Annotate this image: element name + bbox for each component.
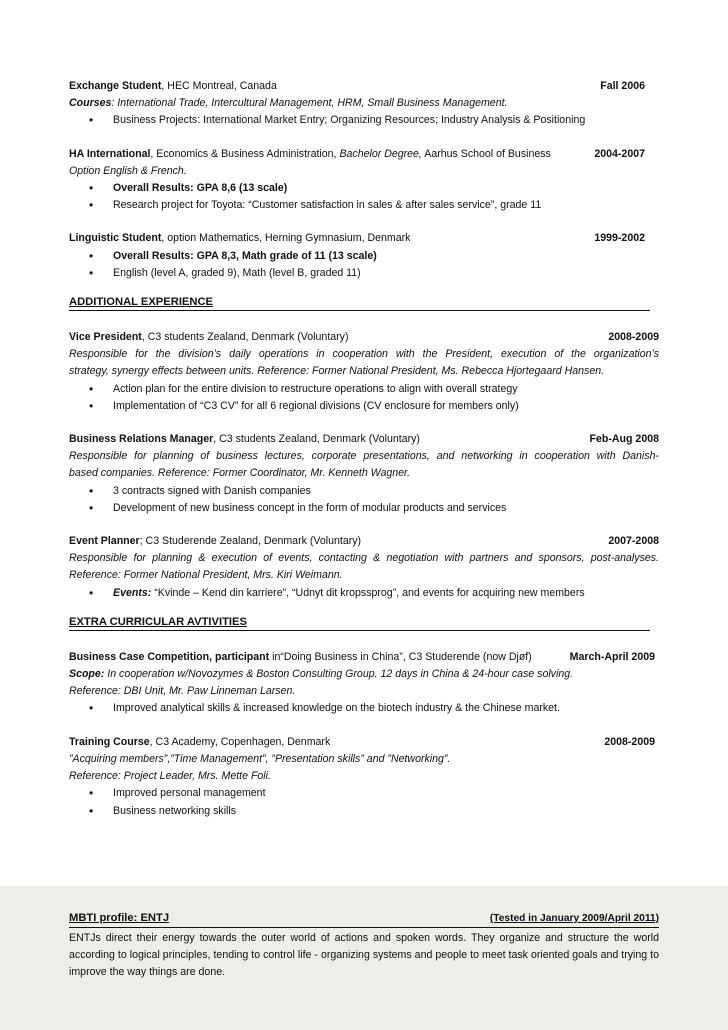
experience-entry-event-planner: Event Planner; C3 Studerende Zealand, Denmark (Voluntary) 2007-2008 Responsible for planning & execution of events, contacting & negotiation with partners and sponsors, post-analyses. Reference: Former National President, Mrs. Kiri Weimann. • Events: “Kvinde – Kend din karriere”, “Udnyt dit kropssprog”, and events for acquiring new members — [69, 533, 659, 602]
activity-entry-training-course: Training Course, C3 Academy, Copenhagen, Denmark 2008-2009 ”Acquiring members”,”Time Management”, ”Presentation skills” and ”Networking”. Reference: Project Leader, Mrs. Mette Foli. • Improved personal management • Business networking skills — [69, 734, 659, 820]
list-item: • Improved analytical skills & increased knowledge on the biotech industry & the Chinese market. — [69, 700, 659, 717]
list-item: • Events: “Kvinde – Kend din karriere”, “Udnyt dit kropssprog”, and events for acquiring new members — [69, 585, 659, 602]
list-item: • 3 contracts signed with Danish companies — [69, 483, 659, 500]
list-item: • Improved personal management — [69, 785, 659, 802]
list-item: • Research project for Toyota: “Customer satisfaction in sales & after sales service”, grade 11 — [69, 197, 659, 214]
activity-entry-case-competition: Business Case Competition, participant in“Doing Business in China”, C3 Studerende (now Djøf) March-April 2009 Scope: In cooperation w/Novozymes & Boston Consulting Group. 12 days in China & 24-hour case solving. Reference: DBI Unit, Mr. Paw Linneman Larsen. • Improved analytical skills & increased knowledge on the biotech industry & the Chinese market. — [69, 649, 659, 718]
entry-date: 1999-2002 — [594, 232, 645, 245]
entry-date: 2004-2007 — [594, 147, 645, 160]
bullet-list — [69, 381, 659, 415]
entry-title: HA International — [69, 147, 151, 160]
list-item: • Overall Results: GPA 8,6 (13 scale) — [69, 180, 659, 197]
list-item: • Business networking skills — [69, 803, 659, 820]
list-item: • Implementation of “C3 CV” for all 6 regional divisions (CV enclosure for members only) — [69, 398, 659, 415]
entry-title: Linguistic Student — [69, 232, 162, 245]
bullet-list — [69, 248, 659, 282]
entry-title: Training Course — [69, 735, 150, 748]
entry-date: Fall 2006 — [600, 80, 645, 92]
entry-date: March-April 2009 — [569, 650, 655, 663]
list-item: • Business Projects: International Market Entry; Organizing Resources; Industry Analysis & Positioning — [69, 112, 659, 129]
experience-entry-vice-president: Vice President, C3 students Zealand, Denmark (Voluntary) 2008-2009 Responsible for the division’s daily operations in cooperation with the President, execution of the organization’s strategy, synergy effects between units. Reference: Former National President, Ms. Rebecca Hjortegaard Hansen. • Action plan for the entire division to restructure operations to align with overall strategy • Implementation of “C3 CV” for all 6 regional divisions (CV enclosure for members only) — [69, 329, 659, 415]
entry-title: Business Case Competition, participant — [69, 650, 270, 663]
bullet-list — [69, 112, 659, 129]
entry-date: 2008-2009 — [608, 331, 659, 344]
list-item: • Overall Results: GPA 8,3, Math grade of 11 (13 scale) — [69, 248, 659, 265]
entry-title: Event Planner — [69, 535, 140, 548]
section-heading-additional: ADDITIONAL EXPERIENCE — [69, 294, 650, 311]
list-item: • Development of new business concept in the form of modular products and services — [69, 500, 659, 517]
list-item: • Action plan for the entire division to restructure operations to align with overall strategy — [69, 381, 659, 398]
education-entry-ha: HA International, Economics & Business Administration, Bachelor Degree, Aarhus School of Business 2004-2007 Option English & French. • Overall Results: GPA 8,6 (13 scale) • Research project for Toyota: “Customer satisfaction in sales & after sales service”, grade 11 — [69, 146, 659, 215]
bullet-list — [69, 785, 659, 819]
mbti-heading: MBTI profile: ENTJ — [69, 912, 170, 924]
mbti-description: ENTJs direct their energy towards the outer world of actions and spoken words. They organize and structure the world according to logical principles, tending to control life - organizing systems and people to meet task oriented goals and trying to improve the way things are done. — [69, 932, 659, 979]
entry-date: 2007-2008 — [608, 535, 659, 548]
mbti-tested-date: (Tested in January 2009/April 2011) — [489, 913, 659, 924]
entry-date: 2008-2009 — [604, 735, 655, 748]
entry-title: Business Relations Manager — [69, 433, 214, 446]
entry-title: Exchange Student — [69, 80, 162, 92]
bullet-list — [69, 180, 659, 214]
list-item: • English (level A, graded 9), Math (level B, graded 11) — [69, 265, 659, 282]
bullet-list — [69, 483, 659, 517]
section-heading-extra: EXTRA CURRICULAR AVTIVITIES — [69, 614, 650, 631]
experience-entry-business-relations: Business Relations Manager, C3 students Zealand, Denmark (Voluntary) Feb-Aug 2008 Responsible for planning of business lectures, corporate presentations, and networking in cooperation with Danish- based companies. Reference: Former Coordinator, Mr. Kenneth Wagner. • 3 contracts signed with Danish companies • Development of new business concept in the form of modular products and services — [69, 431, 659, 517]
bullet-list — [69, 585, 659, 602]
mbti-heading-row — [69, 910, 659, 928]
mbti-section — [69, 910, 659, 982]
entry-date: Feb-Aug 2008 — [589, 433, 659, 446]
entry-title: Vice President — [69, 331, 142, 344]
resume-content — [69, 78, 659, 836]
education-entry-linguistic: Linguistic Student, option Mathematics, Herning Gymnasium, Denmark 1999-2002 • Overall Results: GPA 8,3, Math grade of 11 (13 scale) • English (level A, graded 9), Math (level B, graded 11) — [69, 230, 659, 282]
bullet-list — [69, 700, 659, 717]
education-entry-exchange: Exchange Student, HEC Montreal, Canada Fall 2006 Courses: International Trade, Intercultural Management, HRM, Small Business Management. • Business Projects: International Market Entry; Organizing Resources; Industry Analysis & Positioning — [69, 78, 659, 130]
